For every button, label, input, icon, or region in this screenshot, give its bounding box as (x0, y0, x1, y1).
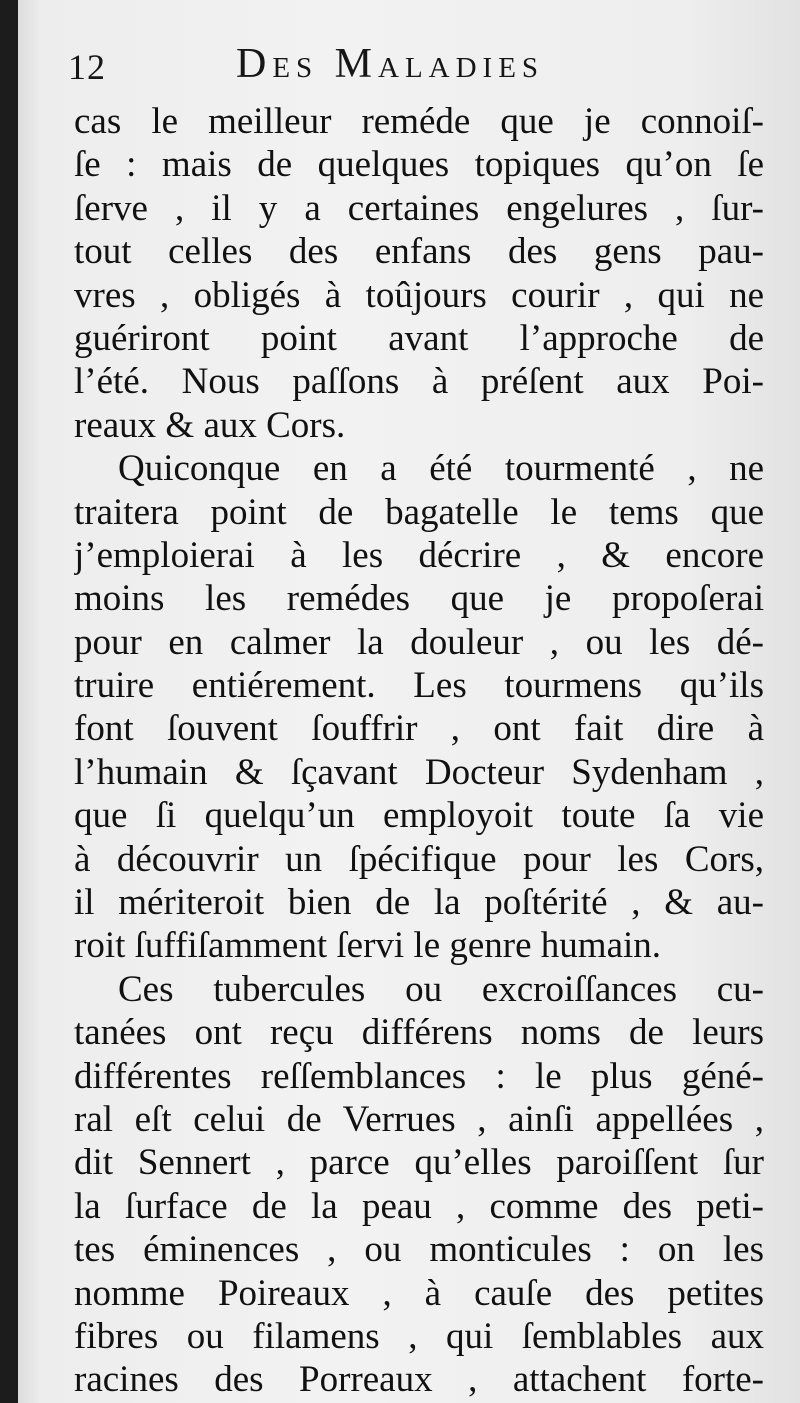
book-page (18, 0, 800, 1403)
text-line: tanées ont reçu différens noms de leurs (74, 1012, 764, 1054)
text-line: Quiconque en a été tourmenté , ne (118, 448, 764, 490)
text-line: dit Sennert , parce qu’elles paroiſſent ſur (74, 1142, 764, 1184)
text-line: pour en calmer la douleur , ou les dé- (74, 621, 764, 663)
text-line: tout celles des enfans des gens pau- (74, 231, 764, 273)
text-line: reaux & aux Cors. (74, 404, 346, 446)
text-line: font ſouvent ſouffrir , ont fait dire à (74, 708, 764, 750)
text-line: fibres ou filamens , qui ſemblables aux (74, 1315, 764, 1357)
text-line: j’emploierai à les décrire , & encore (74, 534, 764, 576)
page-header (68, 38, 768, 98)
running-title: Des Maladies (236, 41, 545, 87)
text-line: Ces tubercules ou excroiſſances cu- (118, 968, 764, 1010)
body-text (74, 100, 764, 1402)
text-line: ſerve , il y a certaines engelures , ſur- (74, 187, 764, 229)
text-line: traitera point de bagatelle le tems que (74, 491, 764, 533)
text-line: guériront point avant l’approche de (74, 317, 764, 359)
text-line: différentes reſſemblances : le plus géné- (74, 1055, 764, 1097)
text-line: moins les remédes que je propoſerai (74, 578, 764, 620)
text-line: racines des Porreaux , attachent forte- (74, 1359, 764, 1401)
text-line: ral eſt celui de Verrues , ainſi appellées , (74, 1098, 764, 1140)
text-line: roit ſuffiſamment ſervi le genre humain. (74, 925, 662, 967)
text-line: que ſi quelqu’un employoit toute ſa vie (74, 795, 764, 837)
text-line: l’été. Nous paſſons à préſent aux Poi- (74, 361, 764, 403)
text-line: à découvrir un ſpécifique pour les Cors, (74, 838, 764, 880)
text-line: il mériteroit bien de la poſtérité , & au- (74, 882, 764, 924)
page-number: 12 (68, 47, 106, 87)
text-line: ſe : mais de quelques topiques qu’on ſe (74, 144, 764, 186)
text-line: la ſurface de la peau , comme des peti- (74, 1185, 764, 1227)
text-line: cas le meilleur reméde que je connoiſ- (74, 101, 764, 142)
text-line: vres , obligés à toûjours courir , qui ne (74, 274, 764, 316)
text-line: tes éminences , ou monticules : on les (74, 1229, 764, 1271)
text-line: nomme Poireaux , à cauſe des petites (74, 1272, 764, 1314)
text-line: truire entiérement. Les tourmens qu’ils (74, 665, 764, 707)
text-line: l’humain & ſçavant Docteur Sydenham , (74, 751, 764, 793)
